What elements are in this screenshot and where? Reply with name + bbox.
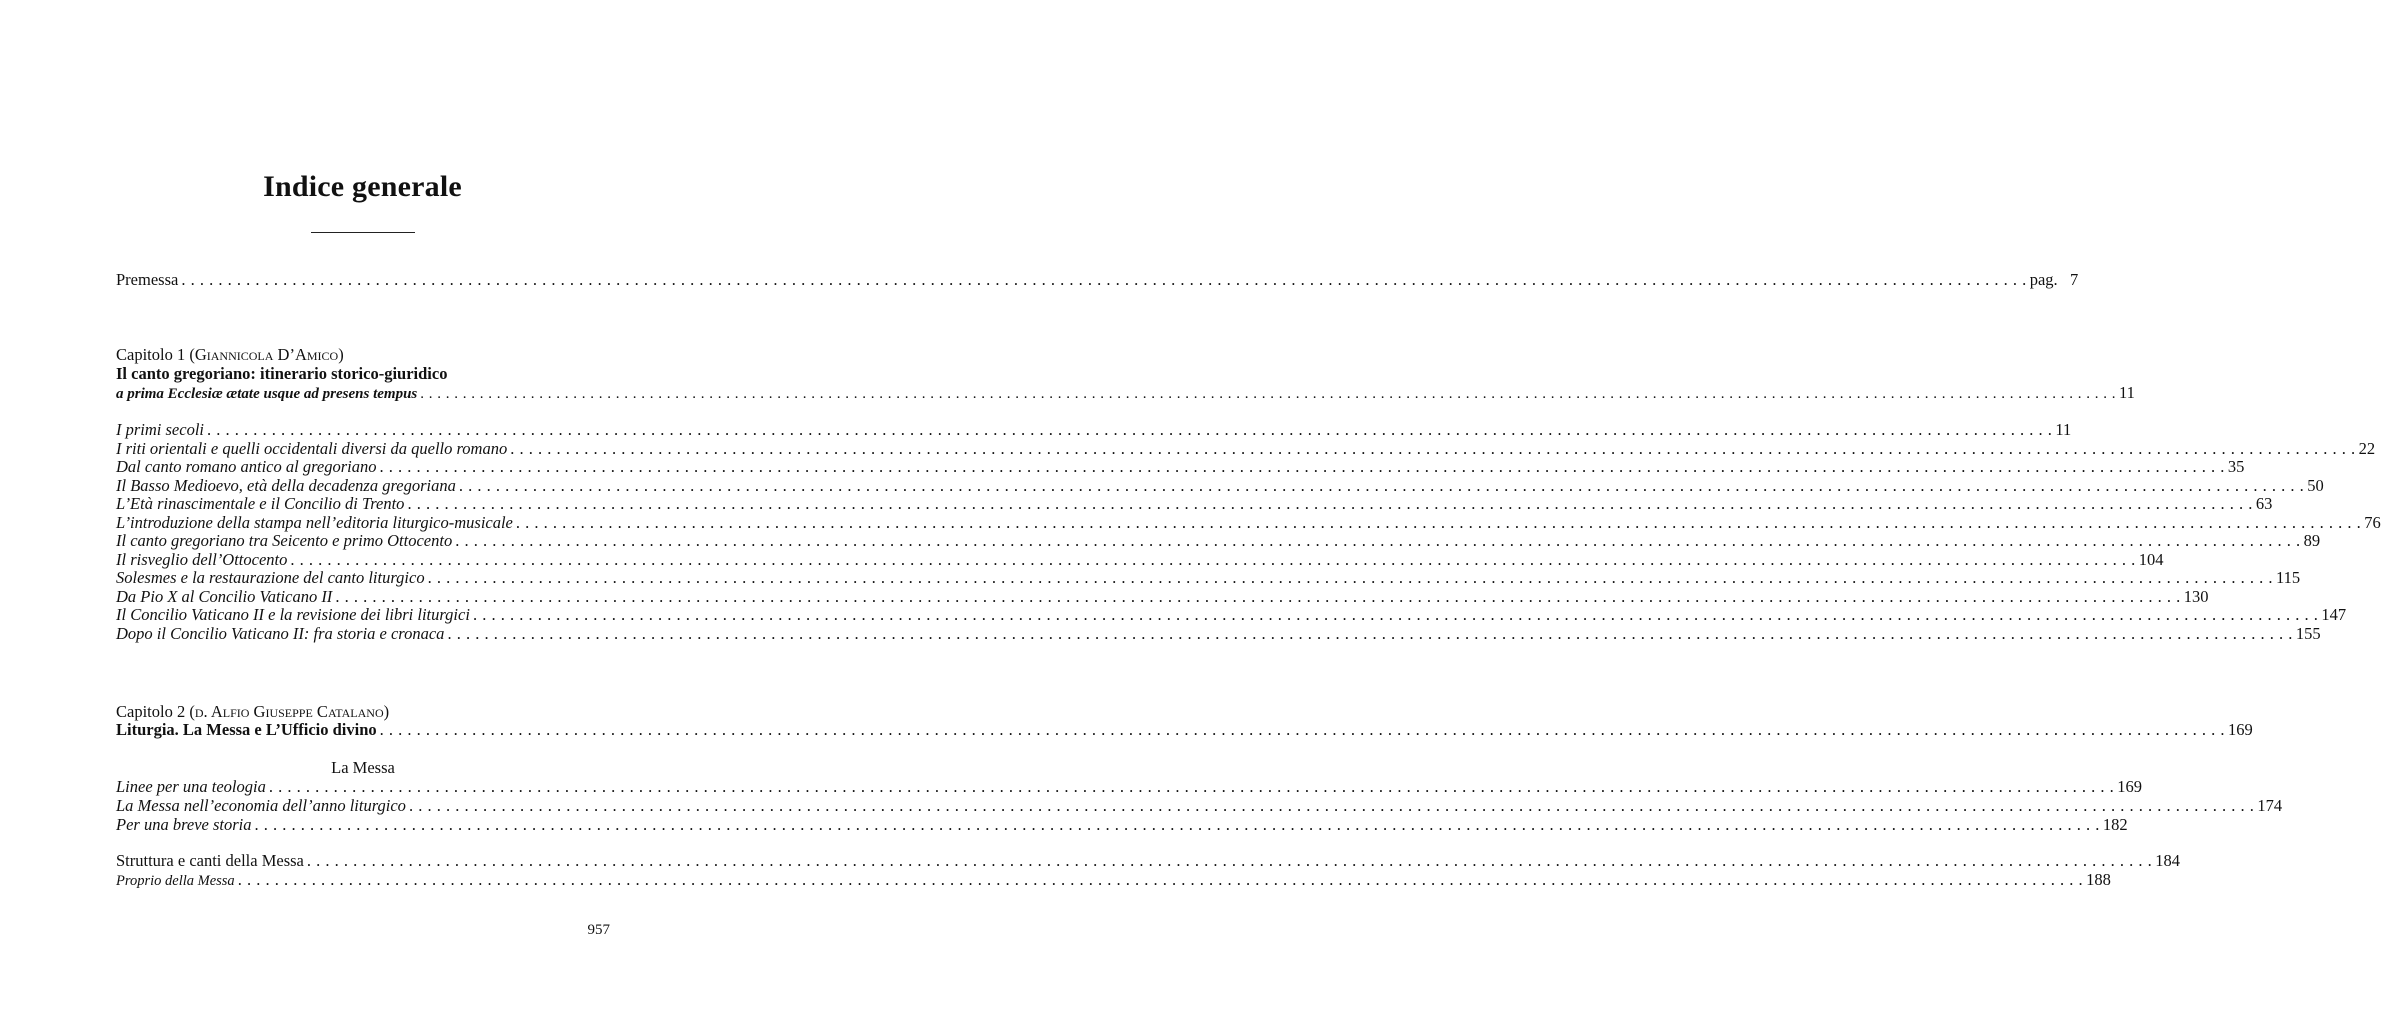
- toc-entry-page: 11: [2119, 383, 2135, 402]
- toc-entry-page: 50: [2307, 475, 2324, 495]
- toc-entry-label: Dal canto romano antico al gregoriano: [116, 457, 377, 476]
- toc-entry[interactable]: [116, 623, 2321, 643]
- toc-entry-page: 11: [2055, 420, 2072, 439]
- dot-leader: . . . . . . . . . . . . . . . . . . . . . . . . . . . . . . . . . . . . . . . . . . . . . . . . . . . . . . . . . . . . . . . . . . . . . . . . . . . . . . . . . . . . . . . . . . . . . . . . . . . . . . . . . . . . . . . . . . . . . . . . . . . . . . . . . . . . . . . . . . . . . . . . . . . . . . . . . . . . . . . . . . . . . . . . . . . . . . . . . . . . . . . . . . . . . . . . . . . . . . . .: [181, 270, 2027, 289]
- dot-leader: . . . . . . . . . . . . . . . . . . . . . . . . . . . . . . . . . . . . . . . . . . . . . . . . . . . . . . . . . . . . . . . . . . . . . . . . . . . . . . . . . . . . . . . . . . . . . . . . . . . . . . . . . . . . . . . . . . . . . . . . . . . . . . . . . . . . . . . . . . . . . . . . . . . . . . . . . . . . . . . . . . . . . . . . . . . . . . . . . . . . . . . . . . . . . . . . . . . . . . . .: [379, 720, 2226, 739]
- chapter-1-author: (Giannicola D’Amico): [189, 345, 344, 364]
- chapter-2-title: Liturgia. La Messa e L’Ufficio divino: [116, 720, 377, 739]
- chapter-1-title: Il canto gregoriano: itinerario storico-giuridico: [116, 364, 448, 383]
- toc-entry-page: 188: [2086, 870, 2111, 889]
- toc-entry-premessa[interactable]: [116, 270, 2079, 289]
- page-number: 957: [587, 922, 610, 938]
- toc-entry-page: 182: [2102, 815, 2128, 834]
- toc-entry-struttura[interactable]: [116, 851, 2180, 870]
- dot-leader: . . . . . . . . . . . . . . . . . . . . . . . . . . . . . . . . . . . . . . . . . . . . . . . . . . . . . . . . . . . . . . . . . . . . . . . . . . . . . . . . . . . . . . . . . . . . . . . . . . . . . . . . . . . . . . . . . . . . . . . . . . . . . . . . . . . . . . . . . . . . . . . . . . . . . . . . . . . . . . . . . . . . . . . . . . . . . . . . . . . . . . . . . . . . . . . . . . . . . . . .: [335, 586, 2181, 606]
- dot-leader: . . . . . . . . . . . . . . . . . . . . . . . . . . . . . . . . . . . . . . . . . . . . . . . . . . . . . . . . . . . . . . . . . . . . . . . . . . . . . . . . . . . . . . . . . . . . . . . . . . . . . . . . . . . . . . . . . . . . . . . . . . . . . . . . . . . . . . . . . . . . . . . . . . . . . . . . . . . . . . . . . . . . . . . . . . . . . . . . . . . . . . . . . . . . . . . . . . . . . . . .: [254, 815, 2100, 834]
- toc-entry-label: Il Concilio Vaticano II e la revisione dei libri liturgici: [116, 605, 470, 624]
- toc-entry-page: 147: [2321, 605, 2347, 624]
- toc-entry-page: 174: [2257, 796, 2283, 815]
- dot-leader: . . . . . . . . . . . . . . . . . . . . . . . . . . . . . . . . . . . . . . . . . . . . . . . . . . . . . . . . . . . . . . . . . . . . . . . . . . . . . . . . . . . . . . . . . . . . . . . . . . . . . . . . . . . . . . . . . . . . . . . . . . . . . . . . . . . . . . . . . . . . . . . . . . . . . . . . . . . . . . . . . . . . . . . . . . . . . . . . . . . . . . . . . . . . . . . . . . . . . . . .: [510, 438, 2356, 458]
- toc-entry[interactable]: [116, 796, 2283, 815]
- toc-entry[interactable]: [116, 475, 2324, 495]
- dot-leader: . . . . . . . . . . . . . . . . . . . . . . . . . . . . . . . . . . . . . . . . . . . . . . . . . . . . . . . . . . . . . . . . . . . . . . . . . . . . . . . . . . . . . . . . . . . . . . . . . . . . . . . . . . . . . . . . . . . . . . . . . . . . . . . . . . . . . . . . . . . . . . . . . . . . . . . . . . . . . . . . . . . . . . . . . . . . . . . . . . . . . . . . . . . . . . . . . . . . . . . .: [268, 777, 2115, 796]
- toc-entry-label: I riti orientali e quelli occidentali diversi da quello romano: [116, 438, 508, 458]
- toc-entry-page: 63: [2255, 494, 2273, 513]
- dot-leader: . . . . . . . . . . . . . . . . . . . . . . . . . . . . . . . . . . . . . . . . . . . . . . . . . . . . . . . . . . . . . . . . . . . . . . . . . . . . . . . . . . . . . . . . . . . . . . . . . . . . . . . . . . . . . . . . . . . . . . . . . . . . . . . . . . . . . . . . . . . . . . . . . . . . . . . . . . . . . . . . . . . . . . . . . . . . . . . . . . . . . . . . . . . . . . . . . . . . . . . .: [306, 851, 2153, 870]
- chapter-1-heading: [116, 345, 610, 364]
- toc-entry-label: Per una breve storia: [116, 815, 252, 834]
- toc-entry-label: La Messa nell’economia dell’anno liturgico: [116, 796, 406, 815]
- toc-entry-page: 22: [2358, 438, 2376, 458]
- toc-entry-label: Dopo il Concilio Vaticano II: fra storia e cronaca: [116, 623, 445, 643]
- toc-entry[interactable]: [116, 568, 2301, 587]
- section-heading-la-messa: La Messa: [331, 758, 395, 777]
- toc-entry-page: 89: [2303, 531, 2321, 550]
- toc-entry[interactable]: [116, 438, 2376, 458]
- dot-leader: . . . . . . . . . . . . . . . . . . . . . . . . . . . . . . . . . . . . . . . . . . . . . . . . . . . . . . . . . . . . . . . . . . . . . . . . . . . . . . . . . . . . . . . . . . . . . . . . . . . . . . . . . . . . . . . . . . . . . . . . . . . . . . . . . . . . . . . . . . . . . . . . . . . . . . . . . . . . . . . . . . . . . . . . . . . . . . . . . . . . . . . . . . . . . . . . . . . . . . . .: [447, 623, 2293, 643]
- toc-entry-label: I primi secoli: [116, 420, 204, 439]
- toc-entry-label: Il canto gregoriano tra Seicento e primo Ottocento: [116, 531, 453, 550]
- toc-entry-page: 104: [2138, 549, 2164, 569]
- chapter-1-subtitle: a prima Ecclesiæ ætate usque ad presens tempus: [116, 386, 418, 402]
- dot-leader: . . . . . . . . . . . . . . . . . . . . . . . . . . . . . . . . . . . . . . . . . . . . . . . . . . . . . . . . . . . . . . . . . . . . . . . . . . . . . . . . . . . . . . . . . . . . . . . . . . . . . . . . . . . . . . . . . . . . . . . . . . . . . . . . . . . . . . . . . . . . . . . . . . . . . . . . . . . . . . . . . . . . . . . . . . . . . . . . . . . . . . . . . . . . . . . . . . . . . . . .: [408, 796, 2255, 815]
- toc-entry[interactable]: [116, 549, 2164, 569]
- toc-entry-label: Solesmes e la restaurazione del canto liturgico: [116, 568, 425, 587]
- chapter-2-label: Capitolo 2: [116, 702, 186, 721]
- toc-entry[interactable]: [116, 605, 2347, 624]
- dot-leader: . . . . . . . . . . . . . . . . . . . . . . . . . . . . . . . . . . . . . . . . . . . . . . . . . . . . . . . . . . . . . . . . . . . . . . . . . . . . . . . . . . . . . . . . . . . . . . . . . . . . . . . . . . . . . . . . . . . . . . . . . . . . . . . . . . . . . . . . . . . . . . . . . . . . . . . . . . . . . . . . . . . . . . . . . . . . . . . . . . . . . . . . . . . . . . . . . . . . . . . .: [290, 549, 2136, 569]
- toc-entry-page: 76: [2364, 512, 2381, 532]
- chapter-1-subtitle-entry[interactable]: [116, 383, 2135, 402]
- toc-entry-label: L’introduzione della stampa nell’editoria liturgico-musicale: [116, 512, 513, 532]
- chapter-2-title-entry[interactable]: [116, 720, 2253, 739]
- toc-entry-page: 35: [2227, 457, 2245, 476]
- toc-entry-page: 169: [2117, 777, 2142, 796]
- dot-leader: . . . . . . . . . . . . . . . . . . . . . . . . . . . . . . . . . . . . . . . . . . . . . . . . . . . . . . . . . . . . . . . . . . . . . . . . . . . . . . . . . . . . . . . . . . . . . . . . . . . . . . . . . . . . . . . . . . . . . . . . . . . . . . . . . . . . . . . . . . . . . . . . . . . . . . . . . . . . . . . . . . . . . . . . . . . . . . . . . . . . . . . . . . . . . . . . . . . . . . . .: [237, 870, 2084, 889]
- toc-entry-page: 115: [2275, 568, 2301, 587]
- toc-entry-page: 155: [2295, 623, 2321, 643]
- toc-entry-label: L’Età rinascimentale e il Concilio di Trento: [116, 494, 405, 513]
- toc-entry-label: Da Pio X al Concilio Vaticano II: [116, 586, 333, 606]
- dot-leader: . . . . . . . . . . . . . . . . . . . . . . . . . . . . . . . . . . . . . . . . . . . . . . . . . . . . . . . . . . . . . . . . . . . . . . . . . . . . . . . . . . . . . . . . . . . . . . . . . . . . . . . . . . . . . . . . . . . . . . . . . . . . . . . . . . . . . . . . . . . . . . . . . . . . . . . . . . . . . . . . . . . . . . . . . . . . . . . . . . . . . . . . . . . . . . . . . . . . . . . .: [515, 512, 2362, 532]
- toc-entry-proprio[interactable]: [116, 870, 2111, 889]
- toc-entry-label: Il Basso Medioevo, età della decadenza gregoriana: [116, 475, 456, 495]
- toc-entry-page: 130: [2183, 586, 2209, 606]
- dot-leader: . . . . . . . . . . . . . . . . . . . . . . . . . . . . . . . . . . . . . . . . . . . . . . . . . . . . . . . . . . . . . . . . . . . . . . . . . . . . . . . . . . . . . . . . . . . . . . . . . . . . . . . . . . . . . . . . . . . . . . . . . . . . . . . . . . . . . . . . . . . . . . . . . . . . . . . . . . . . . . . . . . . . . . . . . . . . . . . . . . . . . . . . . . . . . . . . . . . . . . . .: [207, 420, 2053, 439]
- toc-entry[interactable]: [116, 531, 2321, 550]
- dot-leader: . . . . . . . . . . . . . . . . . . . . . . . . . . . . . . . . . . . . . . . . . . . . . . . . . . . . . . . . . . . . . . . . . . . . . . . . . . . . . . . . . . . . . . . . . . . . . . . . . . . . . . . . . . . . . . . . . . . . . . . . . . . . . . . . . . . . . . . . . . . . . . . . . . . . . . . . . . . . . . . . . . . . . . . . . . . . . . . . . . . . . . . . . . . . . . . . . . . . . . . .: [427, 568, 2273, 587]
- toc-entry-page: 169: [2228, 720, 2253, 739]
- toc-entry-label: Premessa: [116, 270, 179, 289]
- toc-entry-label: Il risveglio dell’Ottocento: [116, 549, 288, 569]
- title-divider: [311, 232, 415, 233]
- toc-entry[interactable]: [116, 586, 2209, 606]
- chapter-2-author: (d. Alfio Giuseppe Catalano): [189, 702, 390, 721]
- toc-entry[interactable]: [116, 512, 2381, 532]
- toc-entry[interactable]: [116, 420, 2072, 439]
- dot-leader: . . . . . . . . . . . . . . . . . . . . . . . . . . . . . . . . . . . . . . . . . . . . . . . . . . . . . . . . . . . . . . . . . . . . . . . . . . . . . . . . . . . . . . . . . . . . . . . . . . . . . . . . . . . . . . . . . . . . . . . . . . . . . . . . . . . . . . . . . . . . . . . . . . . . . . . . . . . . . . . . . . . . . . . . . . . . . . . . . . . . . . . . . . . . . . . . . . . . . . . .: [407, 494, 2253, 513]
- toc-entry[interactable]: [116, 815, 2128, 834]
- toc-entry[interactable]: [116, 494, 2273, 513]
- dot-leader: . . . . . . . . . . . . . . . . . . . . . . . . . . . . . . . . . . . . . . . . . . . . . . . . . . . . . . . . . . . . . . . . . . . . . . . . . . . . . . . . . . . . . . . . . . . . . . . . . . . . . . . . . . . . . . . . . . . . . . . . . . . . . . . . . . . . . . . . . . . . . . . . . . . . . . . . . . . . . . . . . . . . . . . . . . . . . . . . . . . . . . . . . . . . . . . . . . . . . . . .: [420, 386, 2117, 402]
- toc-entry[interactable]: [116, 777, 2142, 796]
- toc-entry-label: Proprio della Messa: [116, 873, 235, 889]
- dot-leader: . . . . . . . . . . . . . . . . . . . . . . . . . . . . . . . . . . . . . . . . . . . . . . . . . . . . . . . . . . . . . . . . . . . . . . . . . . . . . . . . . . . . . . . . . . . . . . . . . . . . . . . . . . . . . . . . . . . . . . . . . . . . . . . . . . . . . . . . . . . . . . . . . . . . . . . . . . . . . . . . . . . . . . . . . . . . . . . . . . . . . . . . . . . . . . . . . . . . . . . .: [458, 475, 2305, 495]
- dot-leader: . . . . . . . . . . . . . . . . . . . . . . . . . . . . . . . . . . . . . . . . . . . . . . . . . . . . . . . . . . . . . . . . . . . . . . . . . . . . . . . . . . . . . . . . . . . . . . . . . . . . . . . . . . . . . . . . . . . . . . . . . . . . . . . . . . . . . . . . . . . . . . . . . . . . . . . . . . . . . . . . . . . . . . . . . . . . . . . . . . . . . . . . . . . . . . . . . . . . . . . .: [455, 531, 2301, 550]
- toc-entry-page: 184: [2155, 851, 2180, 870]
- page-title: Indice generale: [263, 170, 462, 203]
- dot-leader: . . . . . . . . . . . . . . . . . . . . . . . . . . . . . . . . . . . . . . . . . . . . . . . . . . . . . . . . . . . . . . . . . . . . . . . . . . . . . . . . . . . . . . . . . . . . . . . . . . . . . . . . . . . . . . . . . . . . . . . . . . . . . . . . . . . . . . . . . . . . . . . . . . . . . . . . . . . . . . . . . . . . . . . . . . . . . . . . . . . . . . . . . . . . . . . . . . . . . . . .: [379, 457, 2225, 476]
- toc-entry-page: pag. 7: [2029, 270, 2079, 289]
- toc-entry-label: Struttura e canti della Messa: [116, 851, 304, 870]
- chapter-1-label: Capitolo 1: [116, 345, 186, 364]
- toc-entry[interactable]: [116, 457, 2245, 476]
- dot-leader: . . . . . . . . . . . . . . . . . . . . . . . . . . . . . . . . . . . . . . . . . . . . . . . . . . . . . . . . . . . . . . . . . . . . . . . . . . . . . . . . . . . . . . . . . . . . . . . . . . . . . . . . . . . . . . . . . . . . . . . . . . . . . . . . . . . . . . . . . . . . . . . . . . . . . . . . . . . . . . . . . . . . . . . . . . . . . . . . . . . . . . . . . . . . . . . . . . . . . . . .: [472, 605, 2319, 624]
- toc-entry-label: Linee per una teologia: [116, 777, 266, 796]
- chapter-2-heading: [116, 702, 610, 721]
